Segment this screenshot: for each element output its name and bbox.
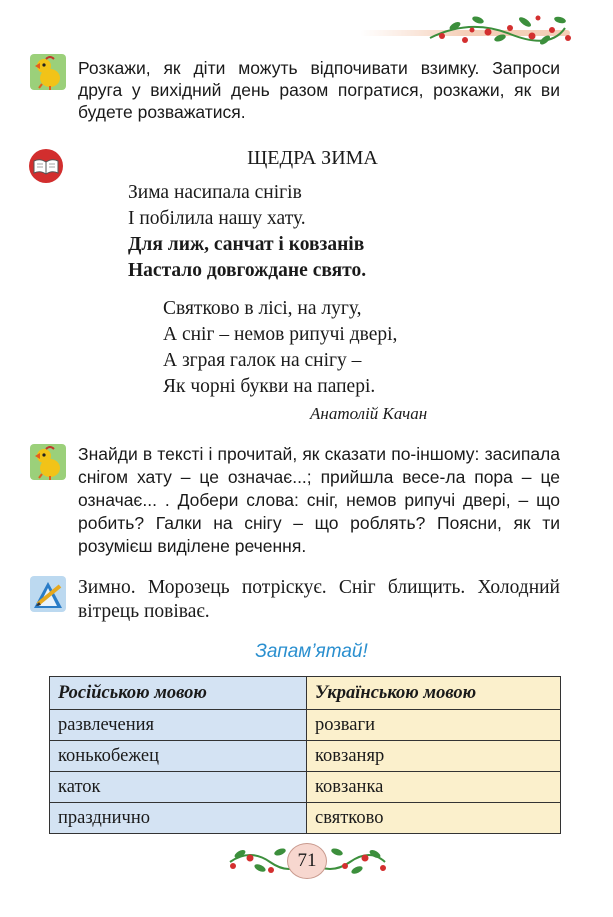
- poem-line-highlighted: Настало довгождане свято.: [128, 260, 367, 281]
- poem-line: Зима насипала снігів: [128, 182, 302, 203]
- cell-ukrainian: розваги: [307, 710, 561, 741]
- table-row: [50, 741, 561, 772]
- column-header-russian: Російською мовою: [50, 677, 307, 710]
- cell-ukrainian: ковзанка: [307, 772, 561, 803]
- floral-ornament-top: [360, 8, 575, 54]
- poem-line: Як чорні букви на папері.: [163, 376, 376, 397]
- remember-heading: Запам’ятай!: [255, 641, 368, 662]
- vocabulary-table: [49, 676, 561, 834]
- cell-russian: конькобежец: [50, 741, 307, 772]
- poem-line-highlighted: Для лиж, санчат і ковзанів: [128, 234, 365, 255]
- cell-russian: каток: [50, 772, 307, 803]
- poem-stanza-2: [163, 296, 397, 400]
- task-discuss-winter: Розкажи, як діти можуть відпочивати взимку. Запроси друга у вихідний день разом погратися, розкажи, як ви будете розважатися.: [78, 58, 560, 122]
- page-number: 71: [297, 850, 317, 871]
- cell-ukrainian: святково: [307, 803, 561, 834]
- bird-talking-icon: [30, 444, 66, 480]
- poem-title: ЩЕДРА ЗИМА: [247, 147, 378, 169]
- task-dictation: Зимно. Морозець потріскує. Сніг блищить. Холодний вітрець повіває.: [78, 577, 560, 622]
- poem-author: Анатолій Качан: [310, 404, 428, 423]
- poem-line: Святково в лісі, на лугу,: [163, 298, 362, 319]
- poem-stanza-1: [128, 180, 366, 284]
- bird-talking-icon: [30, 54, 66, 90]
- poem-line: І побілила нашу хату.: [128, 208, 306, 229]
- table-row: [50, 772, 561, 803]
- column-header-ukrainian: Українською мовою: [307, 677, 561, 710]
- table-header-row: [50, 677, 561, 710]
- cell-russian: празднично: [50, 803, 307, 834]
- table-row: [50, 710, 561, 741]
- poem-line: А зграя галок на снігу –: [163, 350, 362, 371]
- cell-russian: развлечения: [50, 710, 307, 741]
- table-row: [50, 803, 561, 834]
- pen-writing-icon: [30, 576, 66, 612]
- task-find-in-text: Знайди в тексті і прочитай, як сказати по-іншому: засипала снігом хату – це означає...; прийшла весе-ла пора – це означає... . Добери слова: сніг, немов рипучі двері, – що робить? Галки на снігу – що роблять? Поясни, як ти розумієш виділене речення.: [78, 444, 560, 556]
- poem-line: А сніг – немов рипучі двері,: [163, 324, 398, 345]
- page-number-badge: [287, 843, 327, 879]
- cell-ukrainian: ковзаняр: [307, 741, 561, 772]
